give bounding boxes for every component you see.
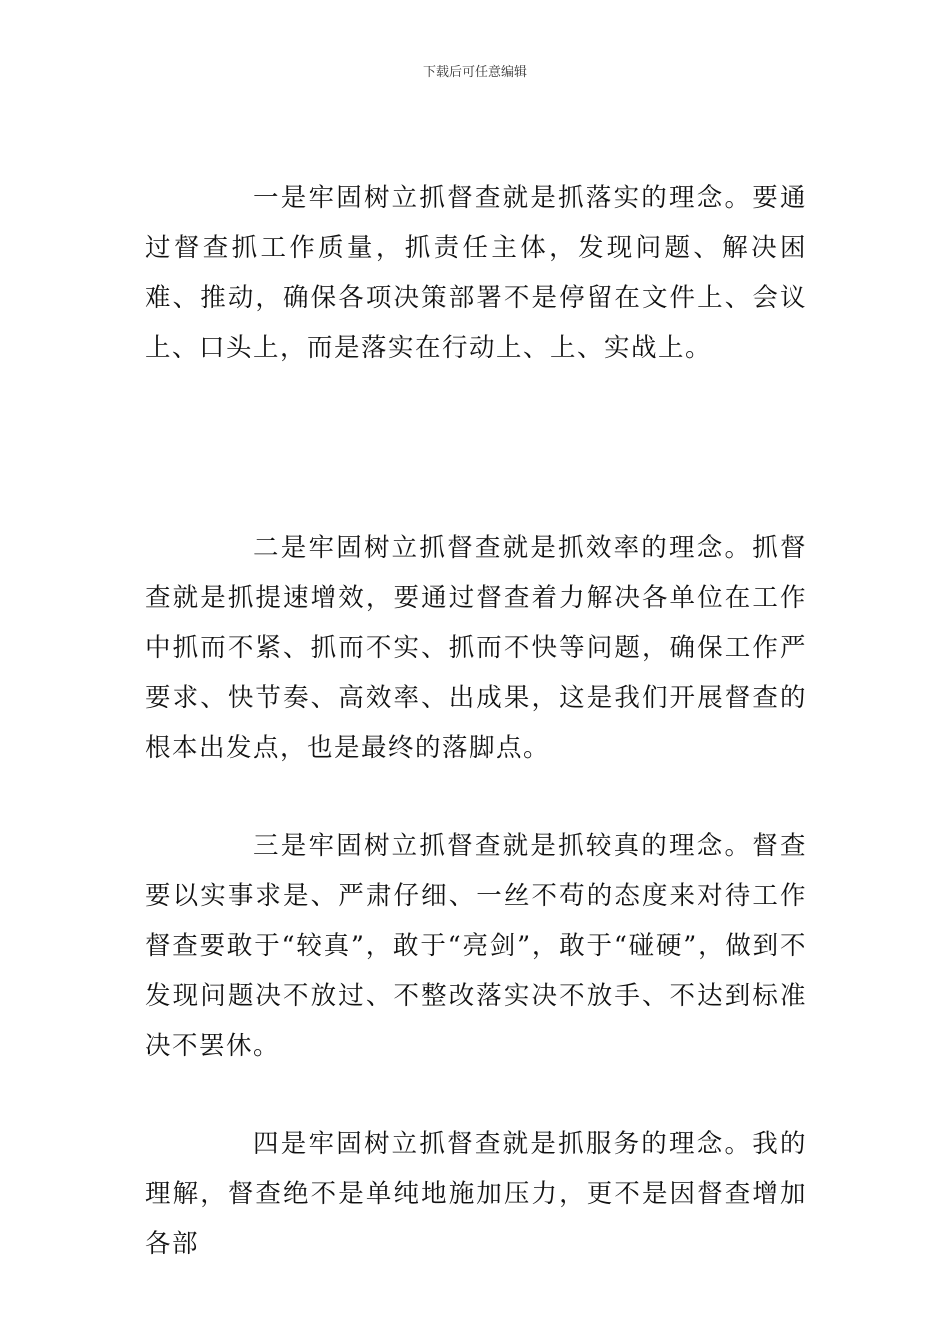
paragraph-1: 一是牢固树立抓督查就是抓落实的理念。要通过督查抓工作质量，抓责任主体，发现问题、解决困难、推动，确保各项决策部署不是停留在文件上、会议上、口头上，而是落实在行动上、上、实战上。 <box>145 183 807 363</box>
page-header: 下载后可任意编辑 <box>422 65 527 80</box>
paragraph-3: 三是牢固树立抓督查就是抓较真的理念。督查要以实事求是、严肃仔细、一丝不苟的态度来对待工作督查要敢于“较真”，敢于“亮剑”，敢于“碰硬”，做到不发现问题决不放过、不整改落实决不放手、不达到标准决不罢休。 <box>145 831 807 1061</box>
paragraph-4: 四是牢固树立抓督查就是抓服务的理念。我的理解，督查绝不是单纯地施加压力，更不是因督查增加各部 <box>145 1129 807 1259</box>
paragraph-2: 二是牢固树立抓督查就是抓效率的理念。抓督查就是抓提速增效，要通过督查着力解决各单位在工作中抓而不紧、抓而不实、抓而不快等问题，确保工作严要求、快节奏、高效率、出成果，这是我们开展督查的根本出发点，也是最终的落脚点。 <box>145 533 807 763</box>
